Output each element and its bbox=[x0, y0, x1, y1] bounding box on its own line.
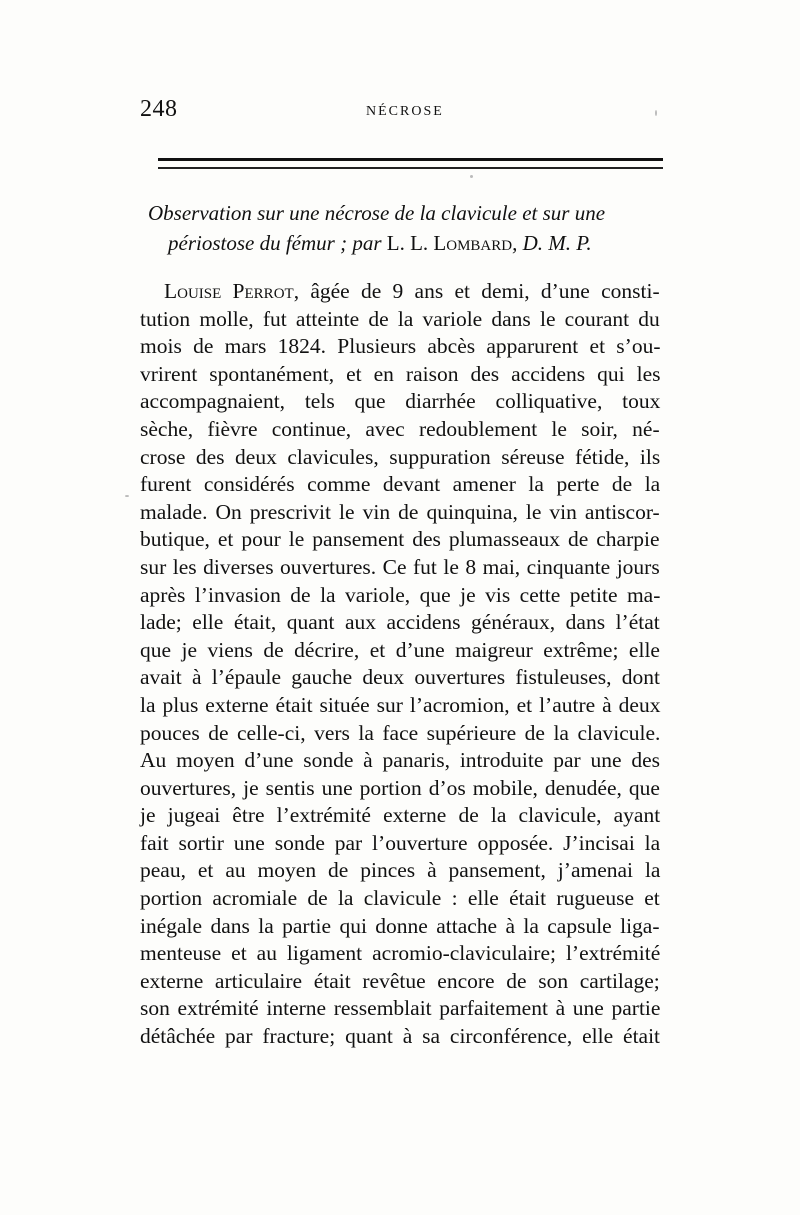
body-line: peau, et au moyen de pinces à pansement, j’amenai la bbox=[140, 858, 661, 883]
body-line: ouvertures, je sentis une portion d’os mobile, denudée, que bbox=[140, 775, 660, 800]
print-speck bbox=[470, 175, 473, 178]
body-line: je jugeai être l’extrémité externe de la clavicule, ayant bbox=[140, 803, 661, 828]
body-line: avait à l’épaule gauche deux ouvertures fistuleuses, dont bbox=[140, 665, 660, 690]
opening-name: Louise Perrot bbox=[164, 279, 294, 303]
body-line: sèche, fièvre continue, avec redoublement le soir, né- bbox=[140, 416, 660, 441]
body-line-first bbox=[140, 278, 660, 306]
body-line: portion acromiale de la clavicule : elle était rugueuse et bbox=[140, 886, 660, 911]
body-line: tution molle, fut atteinte de la variole dans le courant du bbox=[140, 306, 660, 331]
body-line: crose des deux clavicules, suppuration séreuse fétide, ils bbox=[140, 444, 661, 469]
body-line-first-rest: , âgée de 9 ans et demi, d’une consti- bbox=[293, 279, 660, 303]
article-title bbox=[148, 198, 668, 258]
body-line: menteuse et au ligament acromio-claviculaire; l’extrémité bbox=[140, 941, 661, 966]
body-line: sur les diverses ouvertures. Ce fut le 8 mai, cinquante jours bbox=[140, 554, 660, 579]
body-line: son extrémité interne ressemblait parfaitement à une partie bbox=[140, 996, 661, 1021]
body-line: après l’invasion de la variole, que je vis cette petite ma- bbox=[140, 582, 661, 607]
title-line-2 bbox=[148, 228, 668, 258]
page-header bbox=[140, 96, 660, 136]
body-line: la plus externe était située sur l’acromion, et l’autre à deux bbox=[140, 692, 661, 717]
body-line: pouces de celle-ci, vers la face supérieure de la clavicule. bbox=[140, 720, 661, 745]
header-rule-thick bbox=[158, 158, 663, 161]
running-head: NÉCROSE bbox=[366, 104, 444, 119]
body-line: détâchée par fracture; quant à sa circonférence, elle était bbox=[140, 1024, 661, 1049]
body-line: Au moyen d’une sonde à panaris, introduite par une des bbox=[140, 748, 661, 773]
body-lines bbox=[140, 306, 660, 1051]
body-line: furent considérés comme devant amener la perte de la bbox=[140, 472, 661, 497]
header-rule-thin bbox=[158, 167, 663, 169]
body-line: lade; elle était, quant aux accidens généraux, dans l’état bbox=[140, 610, 660, 635]
body-line: externe articulaire était revêtue encore de son cartilage; bbox=[140, 968, 660, 993]
title-line-2-start: périostose du fémur ; par bbox=[168, 231, 387, 255]
body-line: accompagnaient, tels que diarrhée colliquative, toux bbox=[140, 389, 661, 414]
print-speck bbox=[125, 495, 129, 497]
title-line-1: Observation sur une nécrose de la clavicule et sur une bbox=[148, 201, 606, 225]
body-line: fait sortir une sonde par l’ouverture opposée. J’incisai la bbox=[140, 830, 661, 855]
body-line: inégale dans la partie qui donne attache à la capsule liga- bbox=[140, 913, 660, 938]
body-line: malade. On prescrivit le vin de quinquina, le vin antiscor- bbox=[140, 499, 660, 524]
print-speck bbox=[655, 110, 657, 116]
body-line: vrirent spontanément, et en raison des accidens qui les bbox=[140, 361, 661, 386]
title-line-2-end: , D. M. P. bbox=[512, 231, 592, 255]
body-line: que je viens de décrire, et d’une maigreur extrême; elle bbox=[140, 637, 660, 662]
body-text bbox=[140, 278, 660, 1051]
title-author: L. L. Lombard bbox=[386, 231, 513, 255]
body-line: mois de mars 1824. Plusieurs abcès apparurent et s’ou- bbox=[140, 334, 661, 359]
body-line: butique, et pour le pansement des plumasseaux de charpie bbox=[140, 527, 660, 552]
page-number: 248 bbox=[140, 96, 178, 122]
